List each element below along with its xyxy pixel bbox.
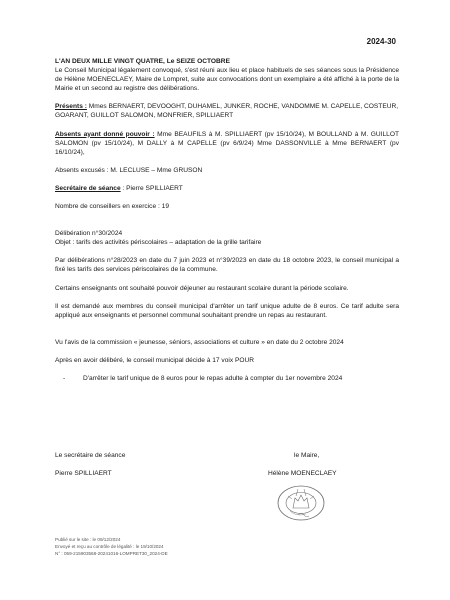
document-reference: 2024-30 — [366, 37, 396, 46]
paragraph-deliberations: Par délibérations n°28/2023 en date du 7 juin 2023 et n°39/2023 en date du 18 octobre 2023, le conseil municipal a fixé les tarifs des services périscolaires de la commune. — [55, 257, 399, 274]
publication-footer — [55, 536, 168, 557]
deliberation-object: Objet : tarifs des activités périscolaires – adaptation de la grille tarifaire — [55, 239, 262, 247]
bullet-dash: - — [63, 374, 66, 382]
presents-label: Présents : — [55, 103, 87, 111]
footer-legality: Envoyé et reçu au contrôle de légalité : le 19/10/2024 — [55, 544, 164, 549]
secretary-title: Le secrétaire de séance — [55, 452, 126, 459]
absents-pouvoir-section — [55, 130, 399, 157]
presents-section — [55, 102, 399, 120]
secretaire-text: : Pierre SPILLIAERT — [122, 184, 183, 192]
paragraph-tarif: Il est demandé aux membres du conseil municipal d'arrêter un tarif unique adulte de 8 euros. Ce tarif adulte sera appliqué aux enseignants et personnel communal souhaitant prendre un repas au restaurant. — [55, 302, 399, 319]
intro-paragraph: Le Conseil Municipal légalement convoqué, s'est réuni aux lieu et place habituels de ses séances sous la Présidence de Hélène MOENECLAEY, Maire de Lompret, suite aux convocations dont un exemplaire a été affiché à la porte de la Mairie et un second au registre des délibérations. — [55, 67, 399, 93]
meeting-date-heading: L'AN DEUX MILLE VINGT QUATRE, Le SEIZE OCTOBRE — [55, 58, 230, 65]
nombre-conseillers: Nombre de conseillers en exercice : 19 — [55, 203, 169, 211]
decision-vote: Après en avoir délibéré, le conseil municipal décide à 17 voix POUR — [55, 356, 255, 364]
absents-pouvoir-text: Mme BEAUFILS à M. SPILLIAERT (pv 15/10/24), M BOULLAND à M. GUILLOT SALOMON (pv 15/10/24), M DALLY à M CAPELLE (pv 6/9/24) Mme DASSONVILLE à Mme BERNAERT (pv 16/10/24), — [55, 130, 400, 156]
mayor-name: Hélène MOENECLAEY — [268, 470, 337, 477]
decision-item-text: D'arrêter le tarif unique de 8 euros pour le repas adulte à compter du 1er novembre 2024 — [83, 374, 343, 382]
footer-published: Publié sur le site : le 09/12/2024 — [55, 537, 121, 542]
mayor-title: le Maire, — [294, 452, 320, 459]
commission-avis: Vu l'avis de la commission « jeunesse, séniors, associations et culture » en date du 2 octobre 2024 — [55, 338, 344, 346]
mayor-signature-block — [268, 451, 337, 478]
absents-excuses: Absents excusés : M. LECLUSE – Mme GRUSON — [55, 166, 203, 174]
secretaire-label: Secrétaire de séance — [55, 184, 121, 192]
secretaire-section — [55, 184, 399, 193]
paragraph-enseignants: Certains enseignants ont souhaité pouvoir déjeuner au restaurant scolaire durant la période scolaire. — [55, 284, 349, 292]
mairie-seal-stamp — [276, 484, 326, 522]
decision-list-item — [63, 374, 399, 383]
document-body — [55, 57, 399, 383]
absents-pouvoir-label: Absents ayant donné pouvoir : — [55, 130, 155, 138]
deliberation-number: Délibération n°30/2024 — [55, 230, 123, 238]
secretary-signature-block — [55, 451, 125, 478]
footer-act-number: N° : 059-215903568-20241016-LOMPRET30_2024-DE — [55, 551, 168, 556]
secretary-name: Pierre SPILLIAERT — [55, 470, 112, 477]
presents-text: Mmes BERNAERT, DEVOOGHT, DUHAMEL, JUNKER, ROCHE, VANDOMME M. CAPELLE, COSTEUR, GOARANT, GUILLOT SALOMON, MONFRIER, SPILLIAERT — [55, 103, 399, 120]
